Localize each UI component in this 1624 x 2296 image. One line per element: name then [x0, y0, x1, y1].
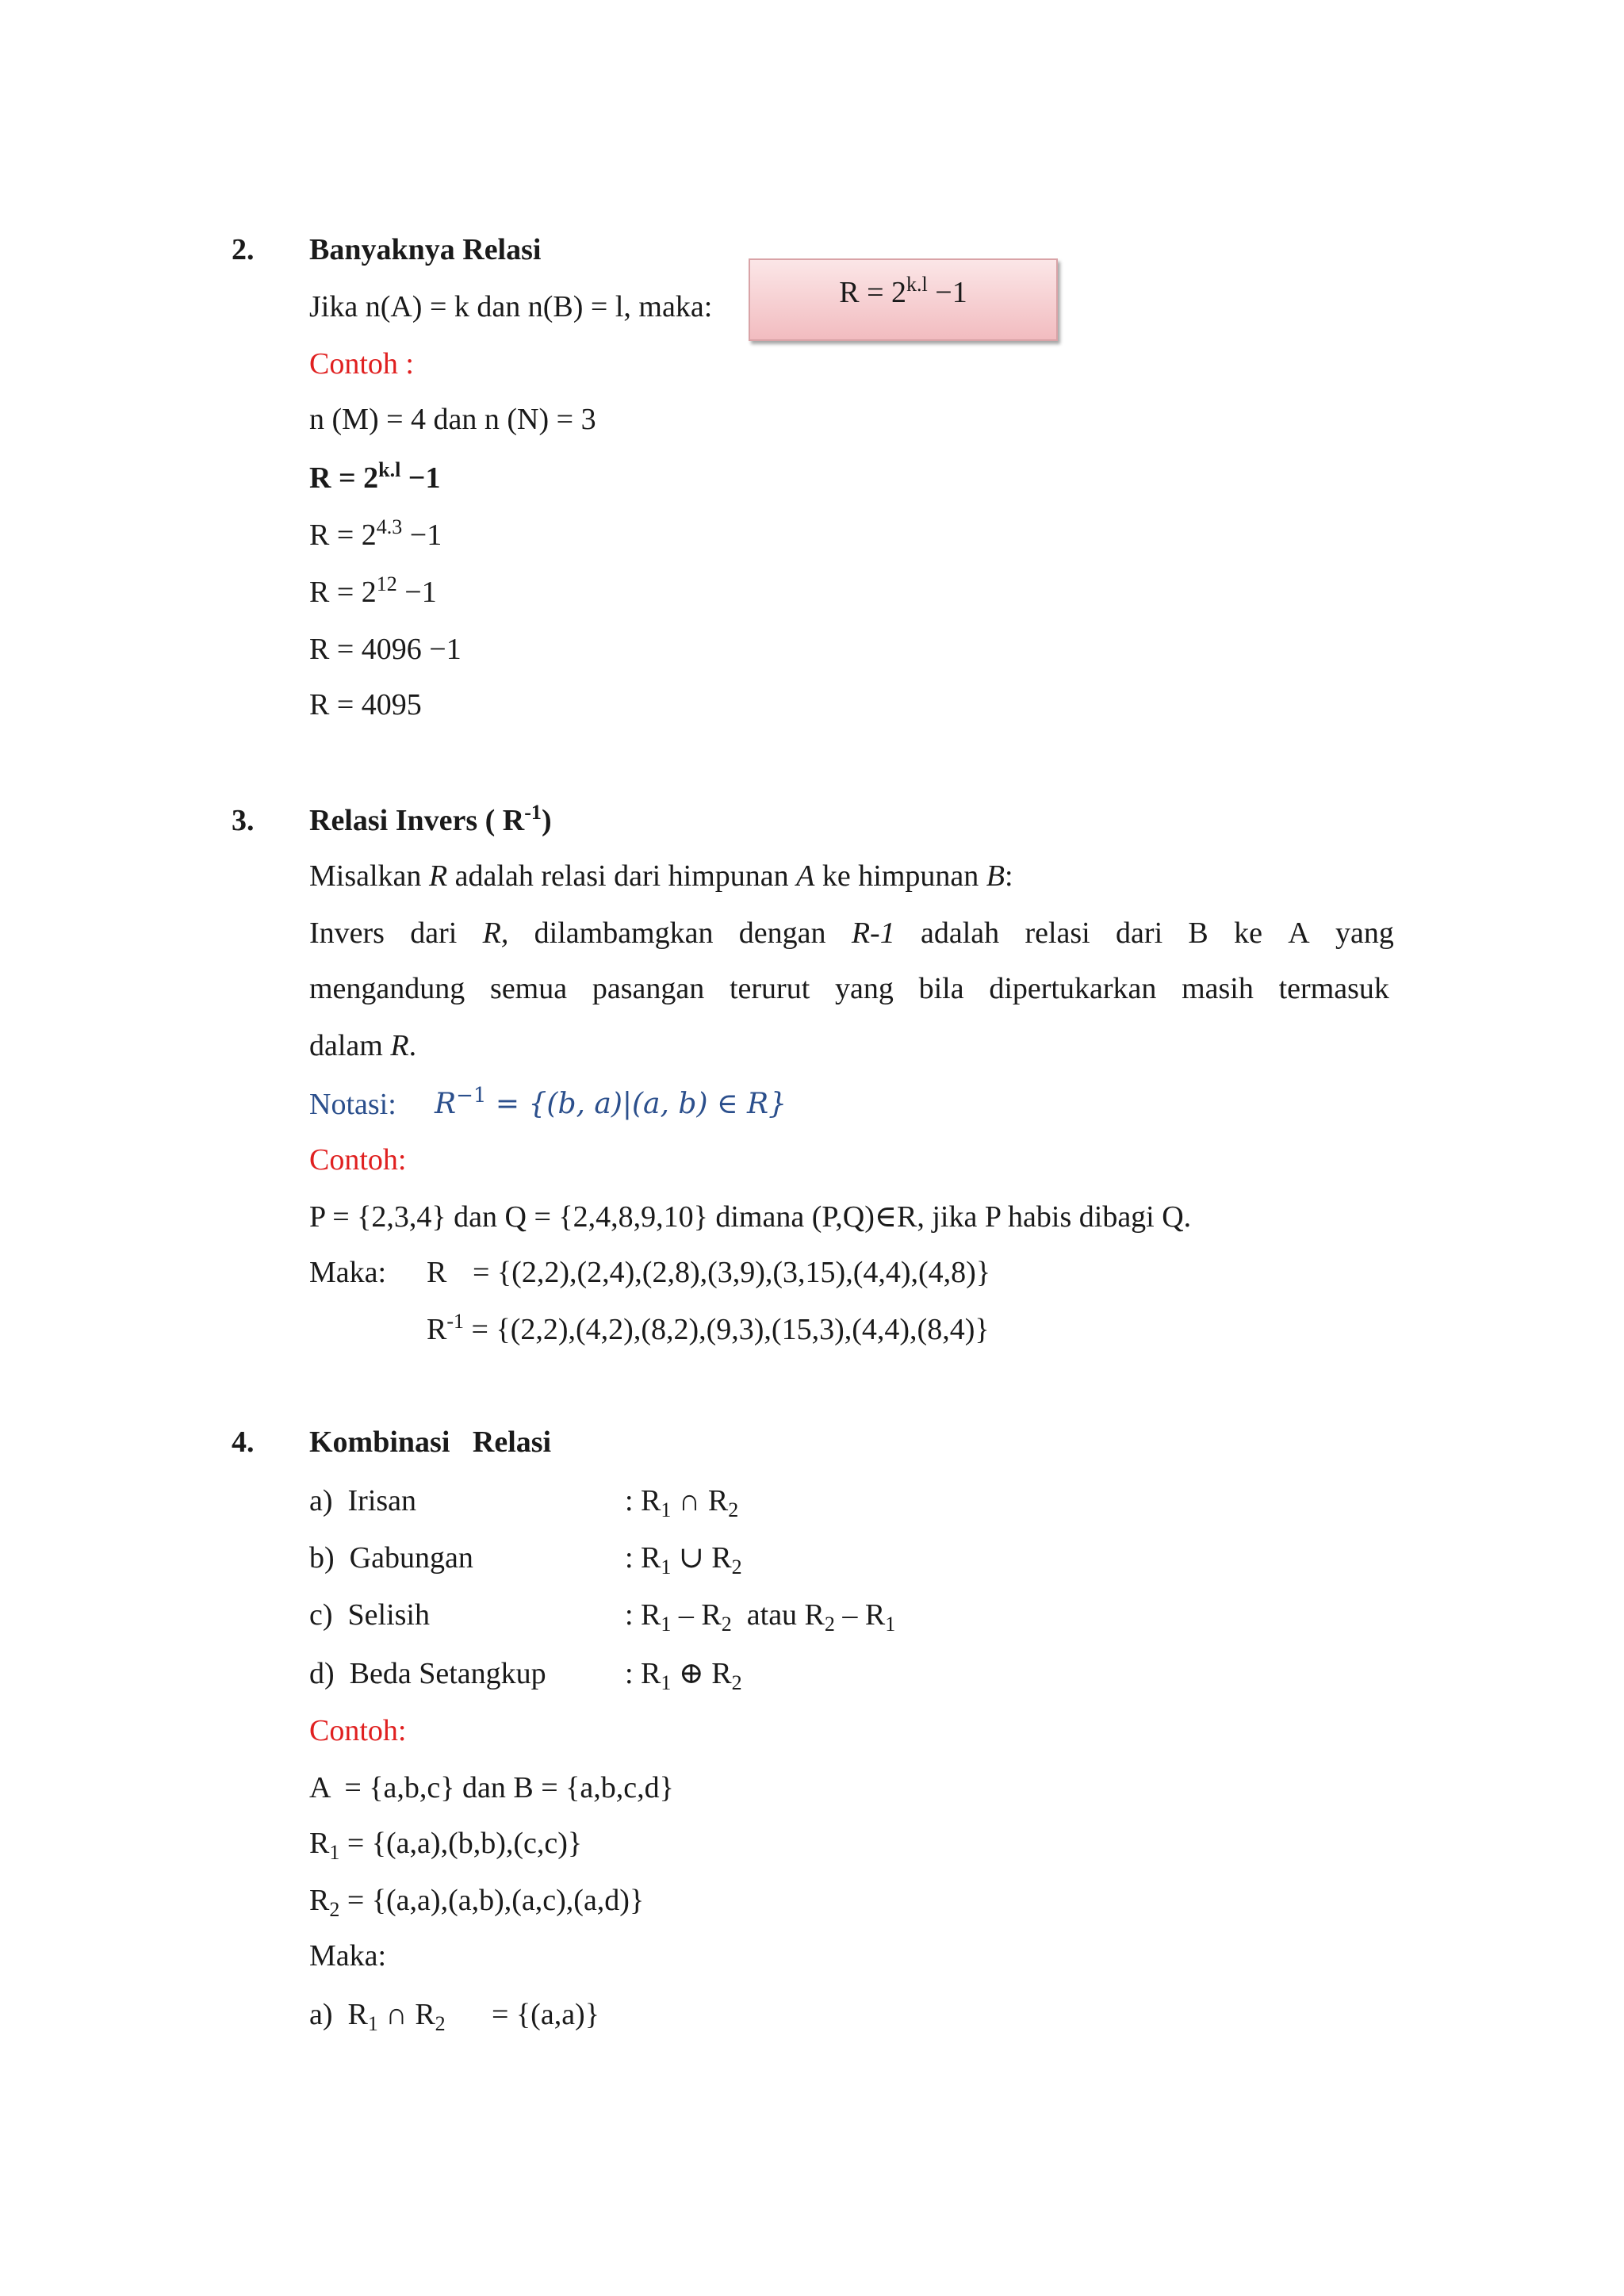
section-3-paragraph-line-1: Invers dari R, dilambamgkan dengan R-1 adalah relasi dari B ke A yang [309, 913, 1394, 953]
section-2-intro: Jika n(A) = k dan n(B) = l, maka: [309, 290, 713, 323]
r-inverse-inline: R-1 [851, 916, 895, 950]
step-4: R = 4096 −1 [309, 633, 462, 666]
notasi-label: Notasi: [309, 1088, 396, 1121]
section-2-title: Banyaknya Relasi [309, 233, 542, 266]
combo-irisan-label: a) Irisan [309, 1484, 417, 1517]
combo-beda-setangkup-formula: : $R_1$ ⊕ $R_2$ [625, 1657, 742, 1694]
combo-gabungan-formula: : $R_1$ ∪ $R_2$ [625, 1541, 742, 1578]
combo-beda-setangkup-label: d) Beda Setangkup [309, 1657, 546, 1690]
section-3-contoh: Contoh: [309, 1143, 407, 1177]
section-4-contoh: Contoh: [309, 1714, 407, 1747]
section-4-sets: A = {a,b,c} dan B = {a,b,c,d} [309, 1771, 674, 1804]
combo-irisan-formula: : $R_1$ ∩ $R_2$ [625, 1484, 739, 1521]
result-intersection-label: a) $R_1$ ∩ $R_2$ [309, 1998, 446, 2035]
section-3-paragraph-line-3: dalam R. [309, 1029, 417, 1062]
relation-r1: $R_1 = \{(a,a),(b,b),(c,c)\}$ [309, 1827, 583, 1864]
section-3-number: 3. [232, 804, 255, 837]
section-3-maka: Maka: [309, 1256, 387, 1289]
formula-box [749, 258, 1058, 341]
relation-r2: $R_2 = \{(a,a),(a,b),(a,c),(a,d)\}$ [309, 1884, 645, 1921]
section-4-number: 4. [232, 1425, 255, 1459]
step-3: $R = 2^{12} -1$ [309, 572, 437, 609]
section-2-contoh: Contoh : [309, 347, 414, 381]
relation-r-value: = {(2,2),(2,4),(2,8),(3,9),(3,15),(4,4),(4,8)} [473, 1256, 991, 1289]
result-intersection-value: = {(a,a)} [492, 1998, 599, 2031]
section-2-given: n (M) = 4 dan n (N) = 3 [309, 403, 596, 436]
section-2-number: 2. [232, 233, 255, 266]
section-3-line-1: Misalkan R adalah relasi dari himpunan A ke himpunan B: [309, 859, 1013, 893]
combo-selisih-label: c) Selisih [309, 1598, 430, 1632]
section-3-paragraph-line-2: mengandung semua pasangan terurut yang bila dipertukarkan masih termasuk [309, 972, 1389, 1005]
section-4-maka: Maka: [309, 1939, 387, 1973]
step-1: $R = 2^{k.l} -1$ [309, 458, 441, 495]
relation-r-label: R [427, 1256, 447, 1289]
formula-box-text: $R = 2^{k.l} -1$ [839, 273, 967, 309]
section-3-title: Relasi Invers ( $R^{-1}$) [309, 801, 552, 837]
section-4-title: Kombinasi Relasi [309, 1425, 552, 1459]
step-2: $R = 2^{4.3} -1$ [309, 515, 442, 552]
relation-r-inverse: $R^{-1} = \{(2,2),(4,2),(8,2),(9,3),(15,3),(4,4),(8,4)\}$ [427, 1310, 990, 1346]
section-3-example: P = {2,3,4} dan Q = {2,4,8,9,10} dimana (P,Q)∈R, jika P habis dibagi Q. [309, 1200, 1192, 1234]
combo-gabungan-label: b) Gabungan [309, 1541, 473, 1575]
step-5: R = 4095 [309, 688, 422, 721]
notasi-formula: $R^{-1} = \{(b$, a)|(a, b) ∈ R} [435, 1084, 787, 1120]
combo-selisih-formula: : $R_1 - R_2$ atau $R_2 - R_1$ [625, 1598, 896, 1636]
